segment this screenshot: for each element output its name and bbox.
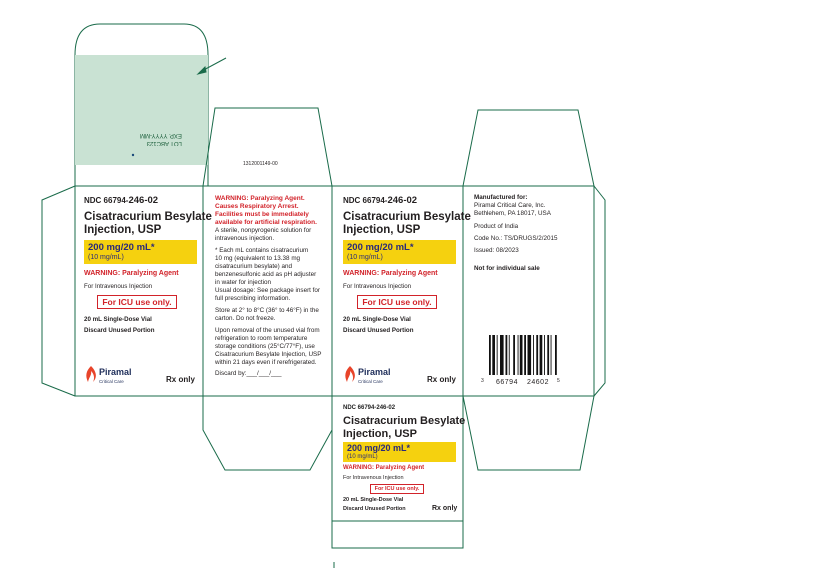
dust-flap-bottom-2 <box>463 396 594 470</box>
barcode-digit-lead: 3 <box>481 378 484 384</box>
barcode-digits-1: 66794 <box>496 379 518 386</box>
barcode-bar <box>551 335 552 375</box>
bottom-warning: WARNING: Paralyzing Agent <box>343 465 425 471</box>
front-route: For Intravenous Injection <box>84 283 153 290</box>
barcode-digit-check: 5 <box>557 378 560 384</box>
barcode <box>489 335 557 375</box>
barcode-digits-2: 24602 <box>527 379 549 386</box>
top-flap-window <box>75 55 208 165</box>
barcode-bar <box>536 335 538 375</box>
bottom-vial: 20 mL Single-Dose Vial <box>343 497 404 503</box>
dust-flap-bottom-1 <box>203 396 332 470</box>
barcode-bar <box>547 335 549 375</box>
barcode-bar <box>555 335 557 375</box>
front-product-name: Cisatracurium Besylate Injection, USP <box>84 211 212 236</box>
rear-ndc: NDC 66794-246-02 <box>343 195 418 206</box>
dust-flap-top-2 <box>463 110 594 186</box>
print-code: 1312001149-00 <box>243 161 278 167</box>
bottom-discard: Discard Unused Portion <box>343 506 406 512</box>
barcode-bar <box>513 335 515 375</box>
bottom-ndc: NDC 66794-246-02 <box>343 405 396 411</box>
front-logo-sub: Critical Care <box>99 379 124 384</box>
front-icu-box: For ICU use only. <box>97 295 177 309</box>
rear-icu-box: For ICU use only. <box>357 295 437 309</box>
bottom-rx: Rx only <box>432 505 458 512</box>
manufacturer-block: Manufactured for: Piramal Critical Care, Inc. Bethlehem, PA 18017, USA Product of India Code No.: TS/DRUGS/2/2015 Issued: 08/2023 Not for individual sale <box>474 194 558 272</box>
rear-logo-word: Piramal <box>358 367 391 377</box>
front-discard: Discard Unused Portion <box>84 327 155 334</box>
barcode-bar <box>518 335 519 375</box>
barcode-bar <box>544 335 545 375</box>
front-strength-band: 200 mg/20 mL* (10 mg/mL) <box>84 240 197 264</box>
barcode-bar <box>540 335 543 375</box>
barcode-bar <box>509 335 510 375</box>
rear-logo-sub: Critical Care <box>358 379 383 384</box>
rear-route: For Intravenous Injection <box>343 283 412 290</box>
barcode-bar <box>489 335 491 375</box>
bottom-route: For Intravenous Injection <box>343 475 404 481</box>
barcode-bar <box>520 335 523 375</box>
bottom-tuck <box>332 521 463 548</box>
front-logo-word: Piramal <box>99 367 132 377</box>
bottom-icu-box: For ICU use only. <box>370 484 424 494</box>
barcode-bar <box>506 335 508 375</box>
rear-discard: Discard Unused Portion <box>343 327 414 334</box>
rear-strength-band: 200 mg/20 mL* (10 mg/mL) <box>343 240 456 264</box>
rear-vial: 20 mL Single-Dose Vial <box>343 316 411 323</box>
bottom-strength-band: 200 mg/20 mL* (10 mg/mL) <box>343 442 456 462</box>
barcode-bar <box>492 335 495 375</box>
barcode-bar <box>500 335 504 375</box>
barcode-bar <box>528 335 532 375</box>
rear-rx: Rx only <box>427 375 456 384</box>
glue-flap-left <box>42 186 75 396</box>
barcode-bar <box>497 335 498 375</box>
piramal-logo-icon <box>343 365 357 383</box>
barcode-bar <box>533 335 534 375</box>
glue-flap-right <box>594 186 605 396</box>
rear-product-name: Cisatracurium Besylate Injection, USP <box>343 211 471 236</box>
front-vial: 20 mL Single-Dose Vial <box>84 316 152 323</box>
dust-flap-top-1 <box>203 108 332 186</box>
barcode-bar <box>524 335 526 375</box>
bottom-product-name: Cisatracurium Besylate Injection, USP <box>343 415 466 440</box>
front-warning: WARNING: Paralyzing Agent <box>84 270 179 277</box>
front-rx: Rx only <box>166 375 195 384</box>
side-panel-text: WARNING: Paralyzing Agent. Causes Respiratory Arrest. Facilities must be immediately available for artificial respiration. A sterile, nonpyrogenic solution for intravenous injection. * Each mL contains cisatracurium 10 mg (equivalent to 13.38 mg cisatracurium besylate) and benzenesulfonic acid as pH adjuster in water for injection Usual dosage: See package insert for full prescribing information. Store at 2° to 8°C (36° to 46°F) in the carton. Do not freeze. Upon removal of the unused vial from refrigeration to room temperature storage conditions (25°C/77°F), use Cisatracurium Besylate Injection, USP within 21 days even if rerefrigerated. Discard by:___/___/___ <box>215 195 322 377</box>
front-ndc: NDC 66794-246-02 <box>84 195 159 206</box>
rear-warning: WARNING: Paralyzing Agent <box>343 270 438 277</box>
piramal-logo-icon <box>84 365 98 383</box>
top-flap-lot-exp: LOT ABC123 EXP. YYYY-MM <box>140 132 182 146</box>
